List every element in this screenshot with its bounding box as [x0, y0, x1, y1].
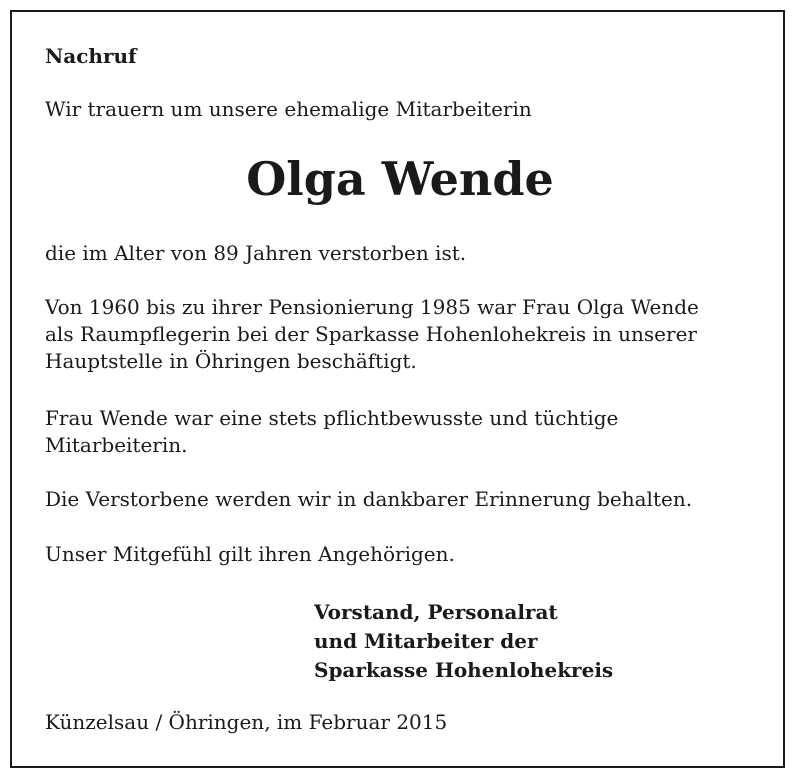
- notice-heading: Nachruf: [45, 44, 137, 68]
- deceased-name: Olga Wende: [246, 152, 554, 206]
- signature-line: und Mitarbeiter der: [314, 629, 538, 653]
- paragraph-line: Mitarbeiterin.: [45, 433, 188, 457]
- employment-paragraph: [45, 294, 765, 375]
- intro-line: Wir trauern um unsere ehemalige Mitarbeiterin: [45, 97, 532, 121]
- age-line: die im Alter von 89 Jahren verstorben ist.: [45, 241, 467, 265]
- signature-line: Vorstand, Personalrat: [314, 600, 558, 624]
- condolence-paragraph: Unser Mitgefühl gilt ihren Angehörigen.: [45, 542, 455, 566]
- paragraph-line: Von 1960 bis zu ihrer Pensionierung 1985 war Frau Olga Wende: [45, 295, 699, 319]
- character-paragraph: [45, 405, 765, 459]
- paragraph-line: als Raumpflegerin bei der Sparkasse Hohenlohekreis in unserer: [45, 322, 697, 346]
- place-date: Künzelsau / Öhringen, im Februar 2015: [45, 710, 448, 734]
- paragraph-line: Frau Wende war eine stets pflichtbewusste und tüchtige: [45, 406, 619, 430]
- signature-line: Sparkasse Hohenlohekreis: [314, 658, 614, 682]
- signature-block: [314, 598, 613, 685]
- remembrance-paragraph: Die Verstorbene werden wir in dankbarer Erinnerung behalten.: [45, 487, 693, 511]
- paragraph-line: Hauptstelle in Öhringen beschäftigt.: [45, 349, 417, 373]
